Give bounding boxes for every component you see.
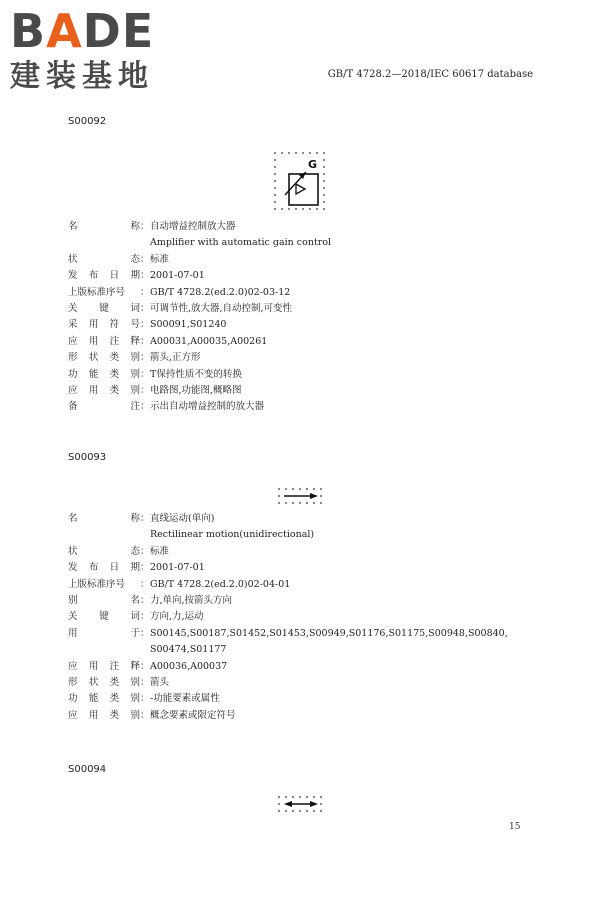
field-value: Rectilinear motion(unidirectional) xyxy=(150,529,315,541)
field-colon: ： xyxy=(140,627,150,639)
field-value: 可调节性,放大器,自动控制,可变性 xyxy=(150,302,293,314)
field-value: 概念要素或限定符号 xyxy=(150,709,236,721)
entry-fields xyxy=(68,511,538,724)
field-value: 箭头,正方形 xyxy=(150,352,201,364)
field-label: 功 能 类 别 xyxy=(68,693,140,705)
field-value: 直线运动(单向) xyxy=(150,513,215,524)
field-colon: ： xyxy=(140,693,150,705)
field-row xyxy=(68,301,538,317)
logo-wordmark: BADE xyxy=(10,4,155,58)
field-row xyxy=(68,235,538,251)
field-colon: ： xyxy=(140,709,150,721)
field-label: 应 用 类 别 xyxy=(68,709,140,721)
field-value: S00145,S00187,S01452,S01453,S00949,S01176,S01175,S00948,S00840, xyxy=(150,627,508,639)
field-label: 应 用 类 别 xyxy=(68,384,140,396)
field-row xyxy=(68,626,538,642)
logo-subtitle: 建装基地 xyxy=(10,59,154,94)
field-value: 标准 xyxy=(150,545,170,557)
field-value: 箭头 xyxy=(150,676,170,688)
entry-id: S00094 xyxy=(68,764,107,775)
field-colon: ： xyxy=(140,594,150,606)
field-row xyxy=(68,399,538,415)
field-label: 用 于 xyxy=(68,627,140,639)
field-label: 功 能 类 别 xyxy=(68,368,140,380)
field-value: 示出自动增益控制的放大器 xyxy=(150,401,265,413)
field-row xyxy=(68,642,538,658)
field-value: -功能要素或属性 xyxy=(150,693,220,705)
field-colon: ： xyxy=(140,319,150,331)
field-row xyxy=(68,659,538,675)
field-label: 应 用 注 释 xyxy=(68,660,140,672)
symbol-letter: G xyxy=(308,158,318,171)
field-colon: ： xyxy=(140,384,150,396)
field-colon: ： xyxy=(140,660,150,672)
field-row xyxy=(68,252,538,268)
field-value: 2001-07-01 xyxy=(150,270,205,282)
field-label: 别 名 xyxy=(68,594,140,606)
field-label: 发 布 日 期 xyxy=(68,562,140,574)
field-row xyxy=(68,285,538,301)
field-label: 应 用 注 释 xyxy=(68,335,140,347)
field-value: 2001-07-01 xyxy=(150,562,205,574)
field-label: 上版标准序号 xyxy=(68,286,126,298)
field-colon: ： xyxy=(140,335,150,347)
field-label: 形 状 类 别 xyxy=(68,676,140,688)
field-label: 形 状 类 别 xyxy=(68,352,140,364)
field-colon: ： xyxy=(140,611,150,623)
field-value: 电路图,功能图,概略图 xyxy=(150,384,242,396)
field-row xyxy=(68,268,538,284)
field-label: 名 称 xyxy=(68,221,140,232)
field-value: S00474,S01177 xyxy=(150,644,227,656)
field-row xyxy=(68,691,538,707)
field-colon: ： xyxy=(140,352,150,364)
field-colon: ： xyxy=(140,676,150,688)
field-row xyxy=(68,544,538,560)
field-label: 发 布 日 期 xyxy=(68,270,140,282)
field-value: S00091,S01240 xyxy=(150,319,227,331)
field-label: 状 态 xyxy=(68,253,140,265)
field-row xyxy=(68,350,538,366)
standard-reference: GB/T 4728.2—2018/IEC 60617 database xyxy=(327,69,533,80)
field-row xyxy=(68,511,538,527)
field-value: 力,单向,按箭头方向 xyxy=(150,594,233,606)
field-label: 名 称 xyxy=(68,513,140,524)
field-value: 自动增益控制放大器 xyxy=(150,221,236,232)
field-colon: ： xyxy=(140,562,150,574)
field-label: 上版标准序号 xyxy=(68,578,126,590)
field-colon: ： xyxy=(140,302,150,314)
field-colon: ： xyxy=(140,270,150,282)
field-colon: ： xyxy=(140,401,150,413)
field-row xyxy=(68,334,538,350)
field-row xyxy=(68,675,538,691)
field-colon: ： xyxy=(140,253,150,265)
field-value: A00036,A00037 xyxy=(150,660,228,672)
field-row xyxy=(68,367,538,383)
field-value: GB/T 4728.2(ed.2.0)02-03-12 xyxy=(150,286,291,298)
page-number: 15 xyxy=(509,822,521,832)
field-colon: ： xyxy=(140,578,150,590)
field-colon: ： xyxy=(140,221,150,232)
field-label: 关 键 词 xyxy=(68,611,140,623)
entry-fields xyxy=(68,219,538,416)
field-row xyxy=(68,219,538,235)
entry-id: S00092 xyxy=(68,116,107,127)
field-label: 采 用 符 号 xyxy=(68,319,140,331)
field-value: 方向,力,运动 xyxy=(150,611,204,623)
field-value: A00031,A00035,A00261 xyxy=(150,335,268,347)
field-row xyxy=(68,609,538,625)
field-colon: ： xyxy=(140,513,150,524)
field-colon: ： xyxy=(140,368,150,380)
rectilinear-motion-symbol xyxy=(276,486,326,506)
amplifier-agc-symbol xyxy=(272,150,330,214)
field-label: 关 键 词 xyxy=(68,302,140,314)
field-colon: ： xyxy=(140,286,150,298)
field-value: Amplifier with automatic gain control xyxy=(150,237,332,249)
field-value: 标准 xyxy=(150,253,170,265)
field-row xyxy=(68,560,538,576)
field-value: T保持性质不变的转换 xyxy=(150,368,242,380)
field-row xyxy=(68,317,538,333)
field-label: 备 注 xyxy=(68,401,140,413)
field-row xyxy=(68,383,538,399)
entry-id: S00093 xyxy=(68,452,107,463)
bidirectional-motion-symbol xyxy=(276,794,326,814)
field-row xyxy=(68,708,538,724)
field-colon: ： xyxy=(140,545,150,557)
field-row xyxy=(68,593,538,609)
field-row xyxy=(68,577,538,593)
field-value: GB/T 4728.2(ed.2.0)02-04-01 xyxy=(150,578,291,590)
field-label: 状 态 xyxy=(68,545,140,557)
field-row xyxy=(68,527,538,543)
